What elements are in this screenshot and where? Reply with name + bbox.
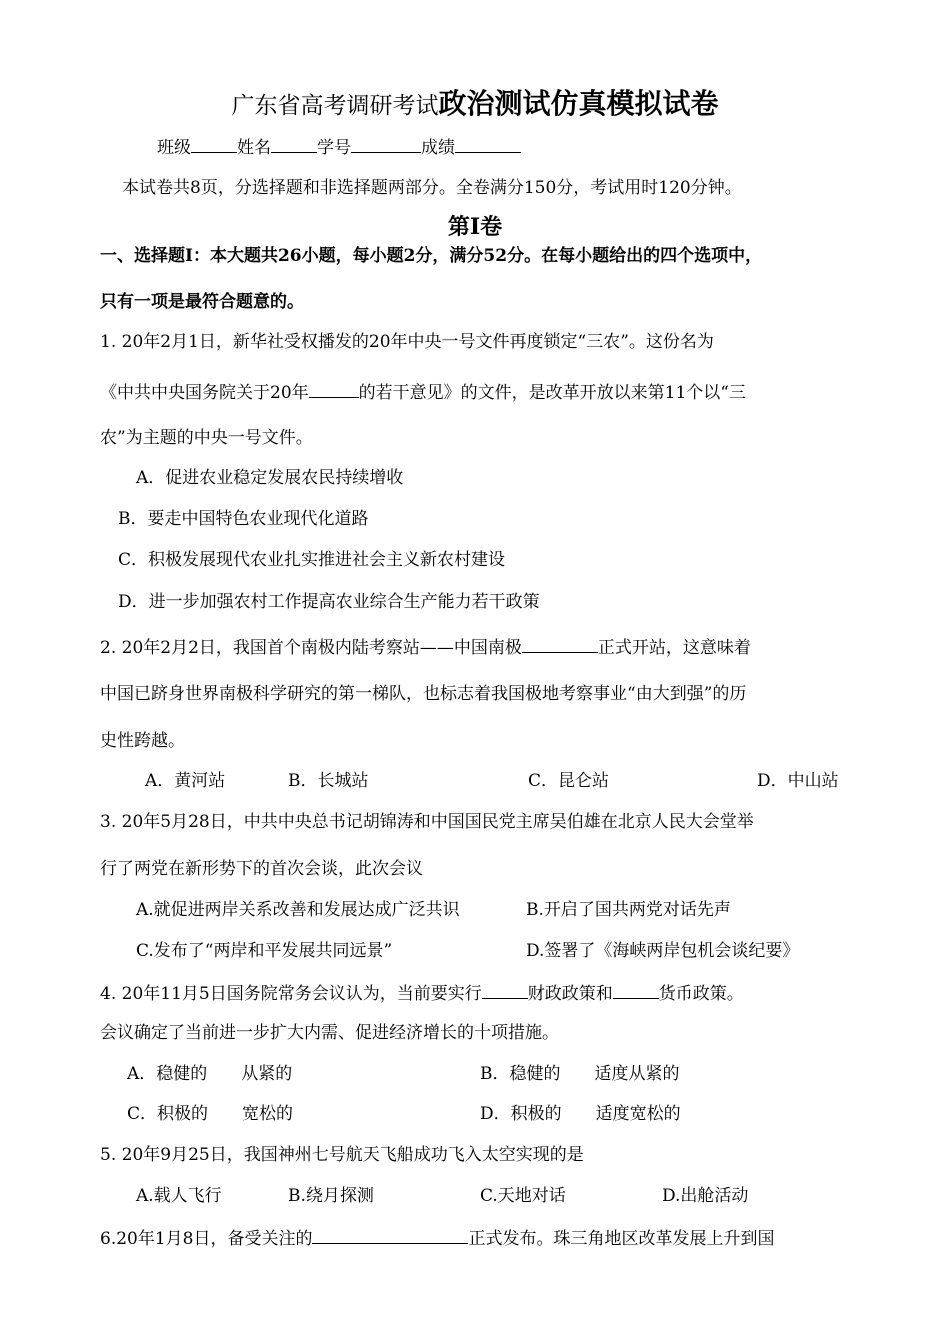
q3-option-b: B.开启了国共两党对话先声 xyxy=(526,900,731,920)
q4-option-d: D．积极的 适度宽松的 xyxy=(480,1104,681,1124)
page-title xyxy=(0,86,950,124)
q2-option-b: B．长城站 xyxy=(288,771,369,791)
q5-option-d: D.出舱活动 xyxy=(662,1186,749,1206)
q4-blank-1 xyxy=(482,980,528,999)
q4-line-1-post: 货币政策。 xyxy=(658,984,744,1004)
q1-option-a: A．促进农业稳定发展农民持续增收 xyxy=(136,468,404,488)
field-class-blank xyxy=(191,134,237,153)
q1-line-2 xyxy=(100,379,746,405)
field-score-label: 成绩 xyxy=(421,138,455,158)
q4-option-b: B．稳健的 适度从紧的 xyxy=(480,1064,680,1084)
q2-line-1-pre: 2. 20年2月2日，我国首个南极内陆考察站——中国南极 xyxy=(100,638,522,658)
q4-line-2: 会议确定了当前进一步扩大内需、促进经济增长的十项措施。 xyxy=(100,1023,559,1043)
q2-line-2: 中国已跻身世界南极科学研究的第一梯队，也标志着我国极地考察事业“由大到强”的历 xyxy=(100,684,747,704)
q2-line-1-post: 正式开站，这意味着 xyxy=(597,638,751,658)
field-class-label: 班级 xyxy=(157,138,191,158)
q4-line-1-mid: 财政政策和 xyxy=(527,984,613,1004)
field-name-blank xyxy=(271,134,317,153)
q6-line-1-post: 正式发布。珠三角地区改革发展上升到国 xyxy=(468,1229,775,1249)
q1-line-1: 1. 20年2月1日，新华社受权播发的20年中央一号文件再度锁定“三农”。这份名为 xyxy=(100,332,714,352)
q1-option-d: D．进一步加强农村工作提高农业综合生产能力若干政策 xyxy=(118,592,540,612)
q5-line-1: 5. 20年9月25日，我国神州七号航天飞船成功飞入太空实现的是 xyxy=(100,1145,584,1165)
field-id-blank xyxy=(351,134,421,153)
q2-line-3: 史性跨越。 xyxy=(100,731,185,751)
q5-option-b: B.绕月探测 xyxy=(288,1186,374,1206)
section-instruction-1: 一、选择题Ⅰ：本大题共26小题，每小题2分，满分52分。在每小题给出的四个选项中， xyxy=(100,246,763,266)
q2-line-1 xyxy=(100,634,751,660)
q2-option-c: C．昆仑站 xyxy=(528,771,610,791)
q3-option-c: C.发布了“两岸和平发展共同远景” xyxy=(136,941,393,961)
student-info-fields xyxy=(157,134,521,160)
q2-option-d: D．中山站 xyxy=(757,771,839,791)
exam-intro: 本试卷共8页，分选择题和非选择题两部分。全卷满分150分，考试用时120分钟。 xyxy=(122,178,742,198)
field-name-label: 姓名 xyxy=(237,138,271,158)
q3-line-1: 3. 20年5月28日，中共中央总书记胡锦涛和中国国民党主席吴伯雄在北京人民大会堂举 xyxy=(100,812,754,832)
q4-blank-2 xyxy=(613,980,659,999)
q1-option-c: C．积极发展现代农业扎实推进社会主义新农村建设 xyxy=(118,550,506,570)
q3-option-a: A.就促进两岸关系改善和发展达成广泛共识 xyxy=(136,900,460,920)
q5-option-c: C.天地对话 xyxy=(480,1186,566,1206)
q3-option-d: D.签署了《海峡两岸包机会谈纪要》 xyxy=(526,941,800,961)
q4-line-1 xyxy=(100,980,744,1006)
section-heading: 第Ⅰ卷 xyxy=(447,214,503,240)
q6-line-1 xyxy=(100,1225,774,1251)
q6-blank xyxy=(312,1225,468,1244)
q4-option-a: A．稳健的 从紧的 xyxy=(127,1064,293,1084)
q3-line-2: 行了两党在新形势下的首次会谈，此次会议 xyxy=(100,859,423,879)
q1-line-3: 农”为主题的中央一号文件。 xyxy=(100,428,313,448)
q4-line-1-pre: 4. 20年11月5日国务院常务会议认为，当前要实行 xyxy=(100,984,482,1004)
section-instruction-2: 只有一项是最符合题意的。 xyxy=(100,292,304,312)
title-main: 政治测试仿真模拟试卷 xyxy=(438,87,719,120)
q1-line-2-post: 的若干意见》的文件，是改革开放以来第11个以“三 xyxy=(358,383,746,403)
q2-option-a: A．黄河站 xyxy=(145,771,226,791)
q5-option-a: A.载人飞行 xyxy=(136,1186,222,1206)
q1-blank xyxy=(309,379,359,398)
title-prefix: 广东省高考调研考试 xyxy=(231,93,439,119)
q2-blank xyxy=(522,634,598,653)
field-score-blank xyxy=(455,134,521,153)
q6-line-1-pre: 6.20年1月8日，备受关注的 xyxy=(100,1229,313,1249)
q1-line-2-pre: 《中共中央国务院关于20年 xyxy=(100,383,309,403)
field-id-label: 学号 xyxy=(317,138,351,158)
q4-option-c: C．积极的 宽松的 xyxy=(127,1104,294,1124)
q1-option-b: B．要走中国特色农业现代化道路 xyxy=(118,509,369,529)
